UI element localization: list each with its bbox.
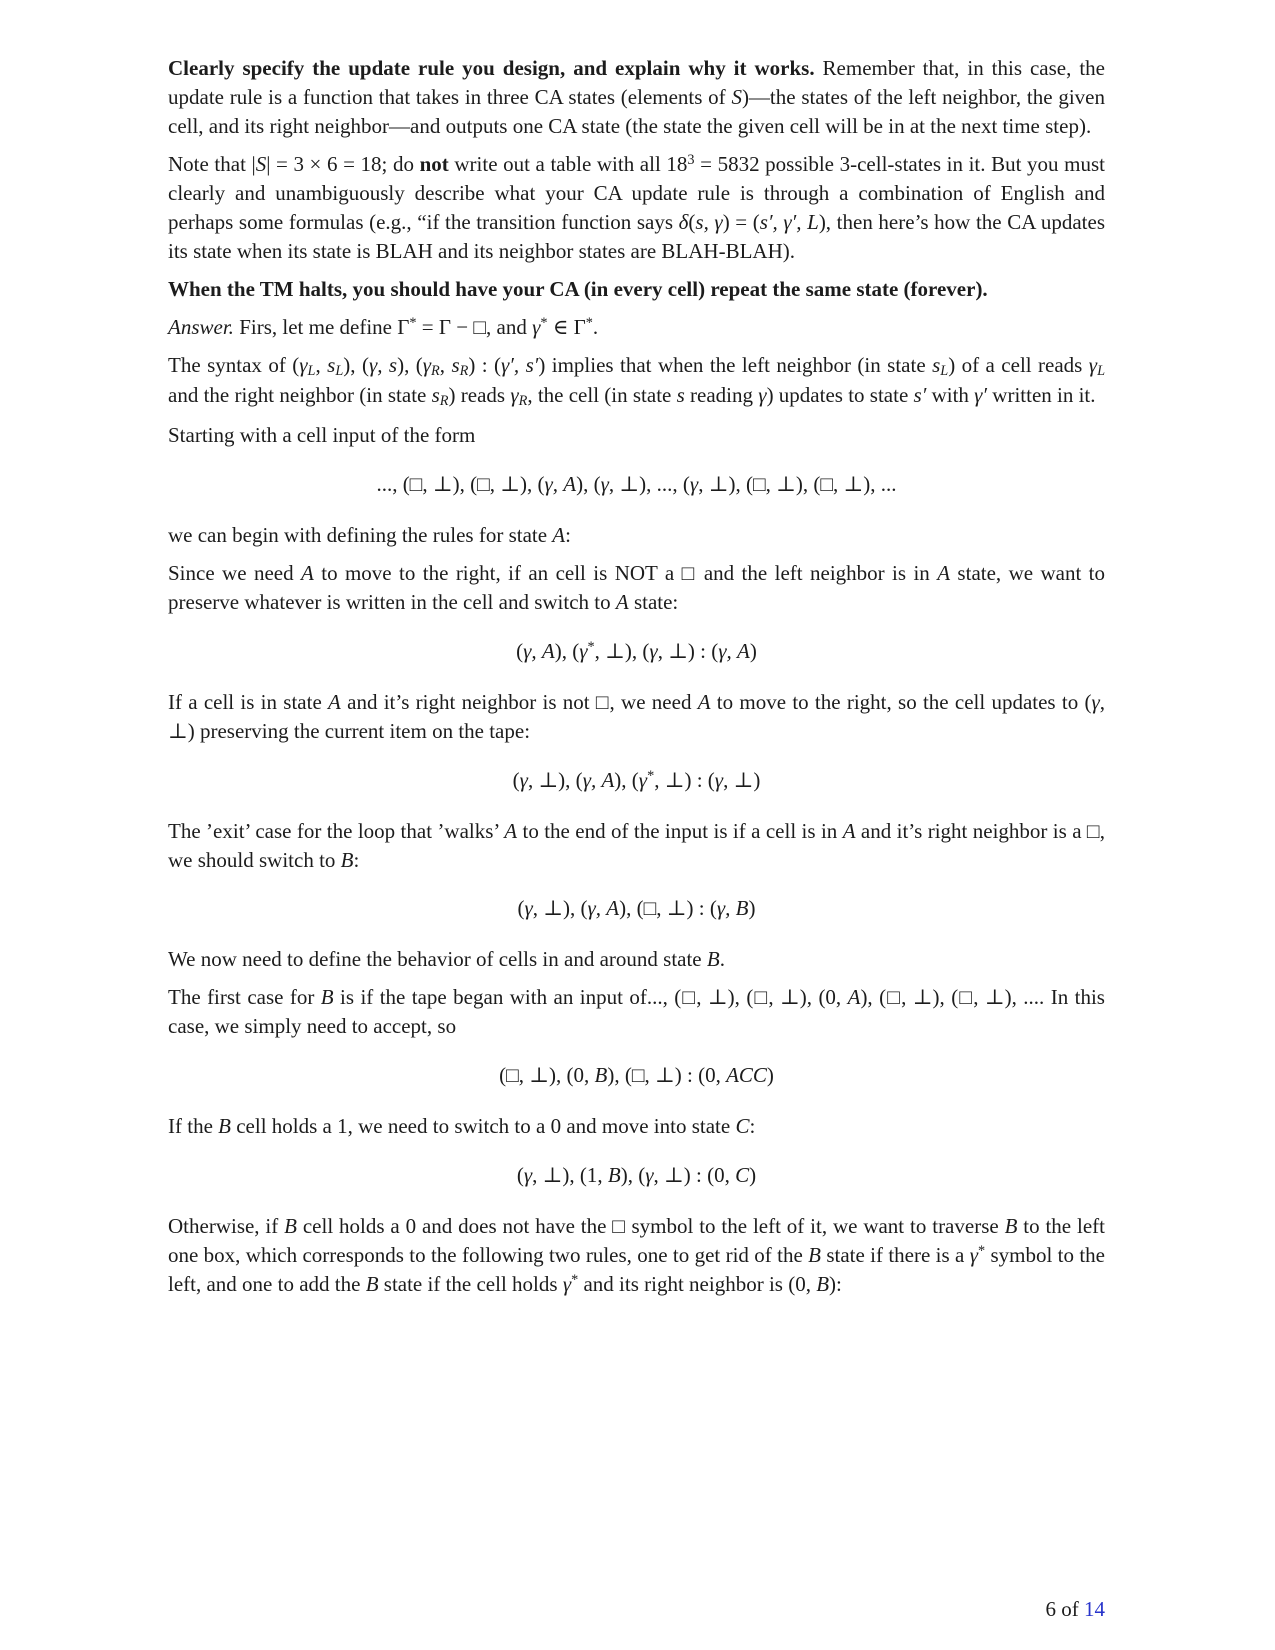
text-run: cell holds a 0 and does not have the □ symbol to the left of it, we want to traverse	[296, 1214, 1005, 1239]
text-run: The ’exit’ case for the loop that ’walks’	[168, 818, 505, 843]
text-run: γ	[579, 638, 588, 663]
text-run: γ	[758, 383, 767, 408]
text-run: ), (	[620, 1163, 646, 1188]
text-run: Answer.	[168, 314, 234, 339]
text-run: γ	[600, 471, 609, 496]
paragraph	[168, 421, 1105, 450]
text-run: )	[749, 638, 757, 663]
text-run: ), (□, ⊥) : (0,	[607, 1063, 727, 1088]
text-run: ), (	[576, 471, 601, 496]
page-footer	[1046, 1597, 1106, 1622]
text-run: , ⊥), (1,	[532, 1163, 608, 1188]
text-run: L	[1097, 362, 1105, 379]
text-run: s	[676, 383, 685, 408]
text-run: we can begin with defining the rules for state	[168, 522, 553, 547]
text-run: (	[516, 638, 524, 663]
paragraph	[168, 313, 1105, 342]
text-run: *	[587, 638, 595, 655]
text-run: state:	[628, 589, 679, 614]
paragraph	[168, 150, 1105, 266]
text-run: B	[808, 1243, 821, 1268]
text-run: B	[284, 1214, 297, 1239]
text-run: L	[307, 362, 316, 379]
text-run: The syntax of (	[168, 352, 300, 377]
text-run: ) reads	[448, 383, 511, 408]
text-run: A	[328, 689, 341, 714]
text-run: γ, A	[523, 638, 555, 663]
text-run: Remember that, in this case, the update rule is a function that takes in three CA states (elements of	[168, 56, 1105, 109]
document-body	[168, 54, 1105, 1308]
text-run: R	[459, 362, 469, 379]
text-run: with	[926, 383, 975, 408]
text-run: , the cell (in state	[527, 383, 677, 408]
text-run: ) = (	[722, 209, 760, 234]
text-run: to the end of the input is if a cell is in	[517, 818, 843, 843]
paragraph	[168, 1212, 1105, 1299]
paragraph	[168, 983, 1105, 1041]
text-run: )—the states of the left neighbor, the given cell, and its right neighbor—and outputs one CA state (the state the given cell will be in at the next time step).	[168, 84, 1105, 138]
text-run: If the	[168, 1114, 219, 1139]
page-count-link[interactable]: 14	[1084, 1597, 1105, 1621]
text-run: Since we need	[168, 560, 301, 585]
paragraph	[168, 351, 1105, 412]
paragraph	[168, 521, 1105, 550]
text-run: s	[451, 352, 460, 377]
text-run: is if the tape began with an input of..., (□, ⊥), (□, ⊥), (0,	[333, 985, 848, 1010]
text-run: S	[255, 151, 267, 176]
text-run: Otherwise, if	[168, 1214, 285, 1239]
text-run: B	[320, 985, 334, 1010]
text-run: γ′	[974, 383, 988, 408]
display-equation	[168, 637, 1105, 666]
text-run: R	[439, 393, 449, 410]
text-run: = 5832 possible 3-cell-states in it. But you must clearly and unambiguously describe what your CA update rule is through a combination of English and perhaps some formulas (e.g., “if the transition function says	[168, 151, 1105, 234]
text-run: ) of a cell reads	[948, 352, 1089, 377]
text-run: γ	[524, 896, 533, 921]
text-run: ..., (□, ⊥), (□, ⊥), (	[376, 471, 545, 496]
text-run: B	[706, 947, 720, 972]
text-run: , ⊥), ..., (	[608, 471, 690, 496]
paragraph	[168, 945, 1105, 974]
text-run: (	[517, 896, 525, 921]
text-run: (	[688, 209, 696, 234]
text-run: A	[615, 589, 629, 614]
paragraph	[168, 1112, 1105, 1141]
text-run: , ⊥) : (0,	[653, 1163, 736, 1188]
text-run: (	[516, 1163, 524, 1188]
text-run: , ⊥)	[723, 767, 761, 792]
text-run: ) updates to state	[766, 383, 914, 408]
text-run: A	[842, 818, 856, 843]
text-run: A	[697, 689, 711, 714]
text-run: ), (□, ⊥), (□, ⊥), .... In this case, we simply need to accept, so	[168, 985, 1105, 1039]
text-run: , ⊥), (	[527, 767, 583, 792]
text-run: and it’s right neighbor is not □, we need	[340, 689, 698, 714]
text-run: ) implies that when the left neighbor (in state	[538, 352, 933, 377]
text-run: γ′, s′	[501, 352, 539, 377]
text-run: write out a table with all 18	[448, 151, 688, 176]
text-run: A	[504, 818, 518, 843]
text-run: γ, A	[718, 638, 750, 663]
text-run: When the TM halts, you should have your CA (in every cell) repeat the same state (forever).	[168, 276, 988, 301]
text-run: B	[218, 1114, 231, 1139]
text-run: state if there is a	[820, 1243, 970, 1268]
text-run: symbol to the left, and one to add the	[168, 1243, 1105, 1297]
text-run: γ	[562, 1272, 572, 1297]
text-run: A	[847, 985, 861, 1010]
text-run: s	[932, 352, 941, 377]
paragraph	[168, 275, 1105, 304]
paragraph	[168, 817, 1105, 875]
text-run: :	[565, 522, 571, 547]
display-equation	[168, 470, 1105, 499]
text-run: B	[816, 1272, 830, 1297]
text-run: γ, s	[368, 352, 398, 377]
text-run: Note that |	[168, 151, 256, 176]
text-run: C	[735, 1114, 750, 1139]
text-run: )	[766, 1063, 774, 1088]
text-run: ACC	[726, 1063, 767, 1088]
text-run: written in it.	[987, 383, 1096, 408]
text-run: ), (	[554, 638, 580, 663]
text-run: γ, A	[582, 767, 615, 792]
text-run: γ, B	[716, 896, 749, 921]
text-run: s, γ	[695, 209, 723, 234]
display-equation	[168, 894, 1105, 923]
text-run: *	[571, 1272, 579, 1289]
page-number-label: 6 of	[1045, 1597, 1084, 1621]
text-run: .	[592, 314, 599, 339]
text-run: :	[353, 847, 360, 872]
text-run: , ⊥) preserving the current item on the tape:	[168, 689, 1105, 743]
text-run: C	[735, 1163, 750, 1188]
text-run: We now need to define the behavior of cells in and around state	[168, 947, 707, 972]
paragraph	[168, 559, 1105, 617]
display-equation	[168, 1161, 1105, 1190]
text-run: (	[512, 767, 520, 792]
text-run: *	[540, 314, 548, 331]
paragraph	[168, 688, 1105, 746]
text-run: Clearly specify the update rule you design, and explain why it works.	[168, 56, 815, 80]
text-run: γ	[969, 1243, 978, 1268]
text-run: s′, γ′, L	[759, 209, 819, 234]
text-run: γ, A	[544, 471, 577, 496]
text-run: γ	[519, 767, 528, 792]
text-run: γ	[645, 1163, 654, 1188]
text-run: R	[431, 362, 440, 379]
text-run: γ	[510, 383, 519, 408]
text-run: , ⊥), (□, ⊥), (□, ⊥), ...	[698, 471, 897, 496]
text-run: :	[749, 1114, 756, 1139]
text-run: to move to the right, if an cell is NOT a □ and the left neighbor is in	[313, 560, 938, 585]
text-run: B	[340, 847, 354, 872]
display-equation	[168, 1061, 1105, 1090]
text-run: , ⊥) : (	[657, 638, 719, 663]
text-run: ) : (	[468, 352, 502, 377]
text-run: ), (	[343, 352, 369, 377]
text-run: γ	[638, 767, 648, 792]
text-run: and the right neighbor (in state	[168, 383, 432, 408]
text-run: γ	[523, 1163, 533, 1188]
text-run: *	[647, 767, 655, 784]
paragraph	[168, 54, 1105, 141]
text-run: ), (	[614, 767, 639, 792]
text-run: 3	[687, 151, 695, 168]
text-run: cell holds a 1, we need to switch to a 0 and move into state	[230, 1114, 736, 1139]
text-run: γ	[532, 314, 541, 339]
text-run: s	[431, 383, 440, 408]
text-run: , ⊥) : (	[654, 767, 715, 792]
text-run: ∈ Γ	[547, 314, 586, 339]
text-run: , ⊥), (	[532, 896, 588, 921]
text-run: γ	[299, 352, 308, 377]
text-run: S	[731, 84, 742, 109]
text-run: | = 3 × 6 = 18; do	[266, 151, 420, 176]
text-run: γ	[689, 471, 699, 496]
text-run: ), (□, ⊥) : (	[619, 896, 717, 921]
text-run: If a cell is in state	[168, 689, 329, 714]
text-run: γ	[714, 767, 724, 792]
text-run: .	[719, 947, 725, 972]
text-run: *	[977, 1243, 986, 1260]
text-run: ,	[439, 352, 452, 377]
text-run: A	[552, 522, 566, 547]
text-run: A	[937, 560, 951, 585]
text-run: *	[585, 314, 593, 331]
text-run: R	[518, 393, 528, 410]
text-run: B	[1004, 1214, 1018, 1239]
text-run: ), (	[397, 352, 423, 377]
text-run: Firs, let me define Γ	[233, 314, 410, 339]
text-run: *	[409, 314, 417, 331]
text-run: B	[594, 1063, 608, 1088]
text-run: B	[365, 1272, 379, 1297]
display-equation	[168, 766, 1105, 795]
text-run: γ	[1091, 689, 1100, 714]
text-run: γ, A	[587, 896, 620, 921]
text-run: L	[335, 362, 344, 379]
text-run: ), then here’s how the CA updates its state when its state is BLAH and its neighbor states are BLAH-BLAH).	[168, 209, 1105, 263]
text-run: γ	[422, 352, 432, 377]
text-run: L	[940, 362, 949, 379]
text-run: ):	[829, 1272, 842, 1297]
text-run: and it’s right neighbor is a □, we should switch to	[168, 818, 1106, 872]
text-run: ,	[315, 352, 328, 377]
text-run: )	[748, 896, 756, 921]
text-run: to the left one box, which corresponds to the following two rules, one to get rid of the	[168, 1214, 1105, 1268]
text-run: B	[607, 1163, 621, 1188]
text-run: δ	[678, 209, 689, 234]
text-run: not	[419, 151, 449, 176]
text-run: state if the cell holds	[378, 1272, 563, 1297]
text-run: s′	[913, 383, 927, 408]
text-run: s	[327, 352, 336, 377]
text-run: )	[749, 1163, 757, 1188]
text-run: γ	[649, 638, 658, 663]
text-run: Starting with a cell input of the form	[168, 422, 476, 447]
text-run: to move to the right, so the cell updates to (	[710, 689, 1092, 714]
text-run: , ⊥), (	[594, 638, 650, 663]
text-run: The first case for	[168, 985, 321, 1010]
text-run: reading	[684, 383, 759, 408]
text-run: A	[301, 560, 314, 585]
text-run: and its right neighbor is (0,	[578, 1272, 817, 1297]
text-run: γ	[1088, 352, 1098, 377]
text-run: (□, ⊥), (0,	[499, 1063, 595, 1088]
text-run: state, we want to preserve whatever is written in the cell and switch to	[168, 560, 1106, 614]
text-run: = Γ − □, and	[416, 314, 533, 339]
